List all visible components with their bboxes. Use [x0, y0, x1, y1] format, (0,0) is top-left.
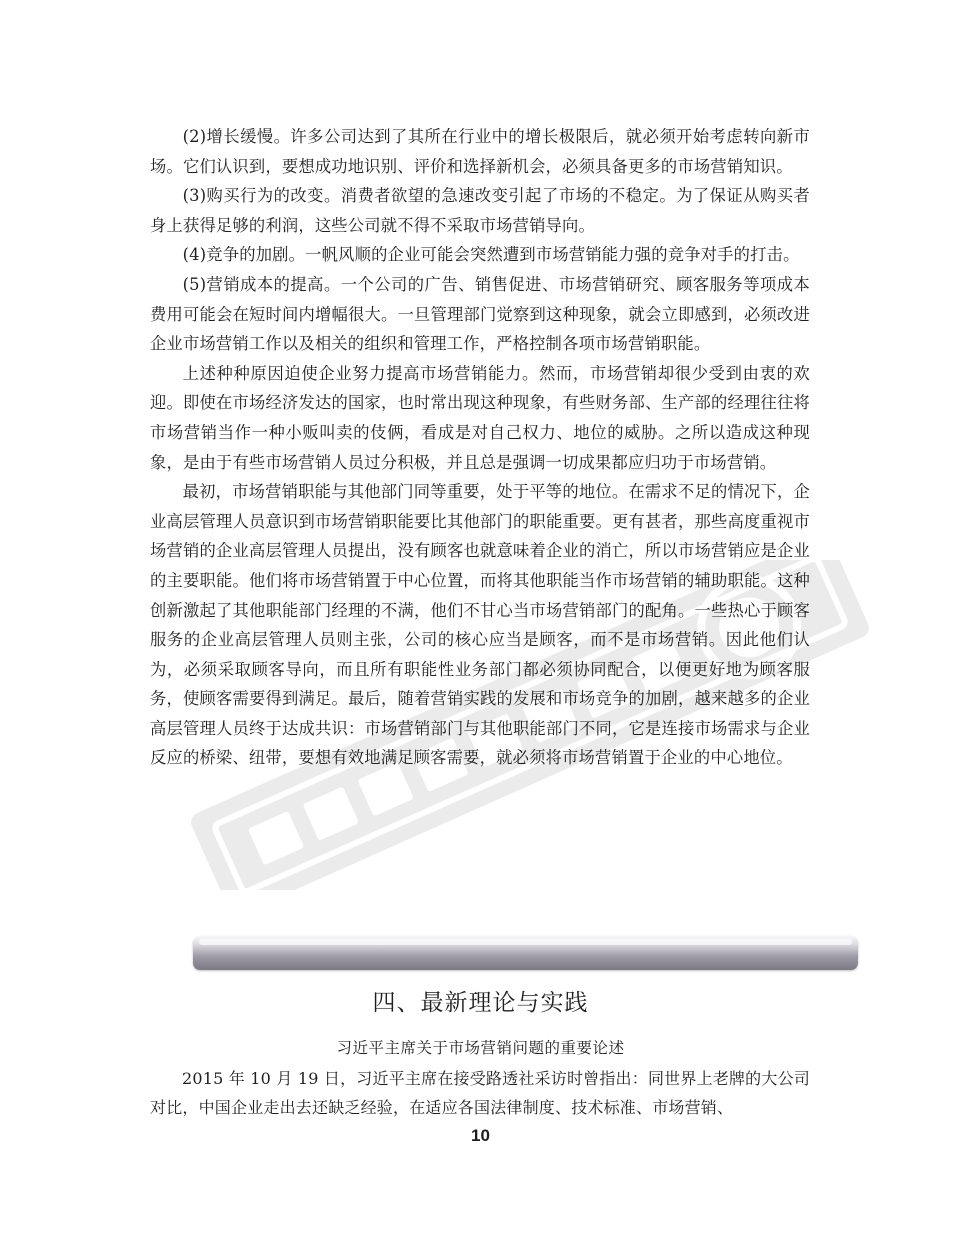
paragraph-buying-behavior: (3)购买行为的改变。消费者欲望的急速改变引起了市场的不稳定。为了保证从购买者身上获得足够的利润，这些公司就不得不采取市场营销导向。 [150, 186, 810, 235]
page-number: 10 [471, 1126, 490, 1145]
section-paragraph: 2015 年 10 月 19 日，习近平主席在接受路透社采访时曾指出：同世界上老牌的大公司对比，中国企业走出去还缺乏经验，在适应各国法律制度、技术标准、市场营销、 [150, 1069, 810, 1117]
paragraph-reasons: 上述种种原因迫使企业努力提高市场营销能力。然而，市场营销却很少受到由衷的欢迎。即使在市场经济发达的国家，也时常出现这种现象，有些财务部、生产部的经理往往将市场营销当作一种小贩叫卖的伎俩，看成是对自己权力、地位的威胁。之所以造成这种现象，是由于有些市场营销人员过分积极，并且总是强调一切成果都应归功于市场营销。 [150, 363, 810, 472]
section-subtitle: 习近平主席关于市场营销问题的重要论述 [336, 1039, 625, 1057]
section-body [150, 1064, 810, 1122]
section-title: 四、最新理论与实践 [372, 990, 589, 1016]
paragraph-growth-slowdown: (2)增长缓慢。许多公司达到了其所在行业中的增长极限后，就必须开始考虑转向新市场。它们认识到，要想成功地识别、评价和选择新机会，必须具备更多的市场营销知识。 [150, 127, 810, 176]
paragraph-competition: (4)竞争的加剧。一帆风顺的企业可能会突然遭到市场营销能力强的竞争对手的打击。 [182, 245, 800, 265]
body-text [150, 122, 810, 773]
paragraph-history: 最初，市场营销职能与其他部门同等重要，处于平等的地位。在需求不足的情况下，企业高层管理人员意识到市场营销职能要比其他部门的职能重要。更有甚者，那些高度重视市场营销的企业高层管理人员提出，没有顾客也就意味着企业的消亡，所以市场营销应是企业的主要职能。他们将市场营销置于中心位置，而将其他职能当作市场营销的辅助职能。这种创新激起了其他职能部门经理的不满，他们不甘心当市场营销部门的配角。一些热心于顾客服务的企业高层管理人员则主张，公司的核心应当是顾客，而不是市场营销。因此他们认为，必须采取顾客导向，而且所有职能性业务部门都必须协同配合，以便更好地为顾客服务，使顾客需要得到满足。最后，随着营销实践的发展和市场竞争的加剧，越来越多的企业高层管理人员终于达成共识：市场营销部门与其他职能部门不同，它是连接市场需求与企业反应的桥梁、纽带，要想有效地满足顾客需要，就必须将市场营销置于企业的中心地位。 [150, 482, 810, 768]
paragraph-marketing-cost: (5)营销成本的提高。一个公司的广告、销售促进、市场营销研究、顾客服务等项成本费用可能会在短时间内增幅很大。一旦管理部门觉察到这种现象，就会立即感到，必须改进企业市场营销工作以及相关的组织和管理工作，严格控制各项市场营销职能。 [150, 274, 810, 354]
section-divider-bar [193, 936, 858, 970]
